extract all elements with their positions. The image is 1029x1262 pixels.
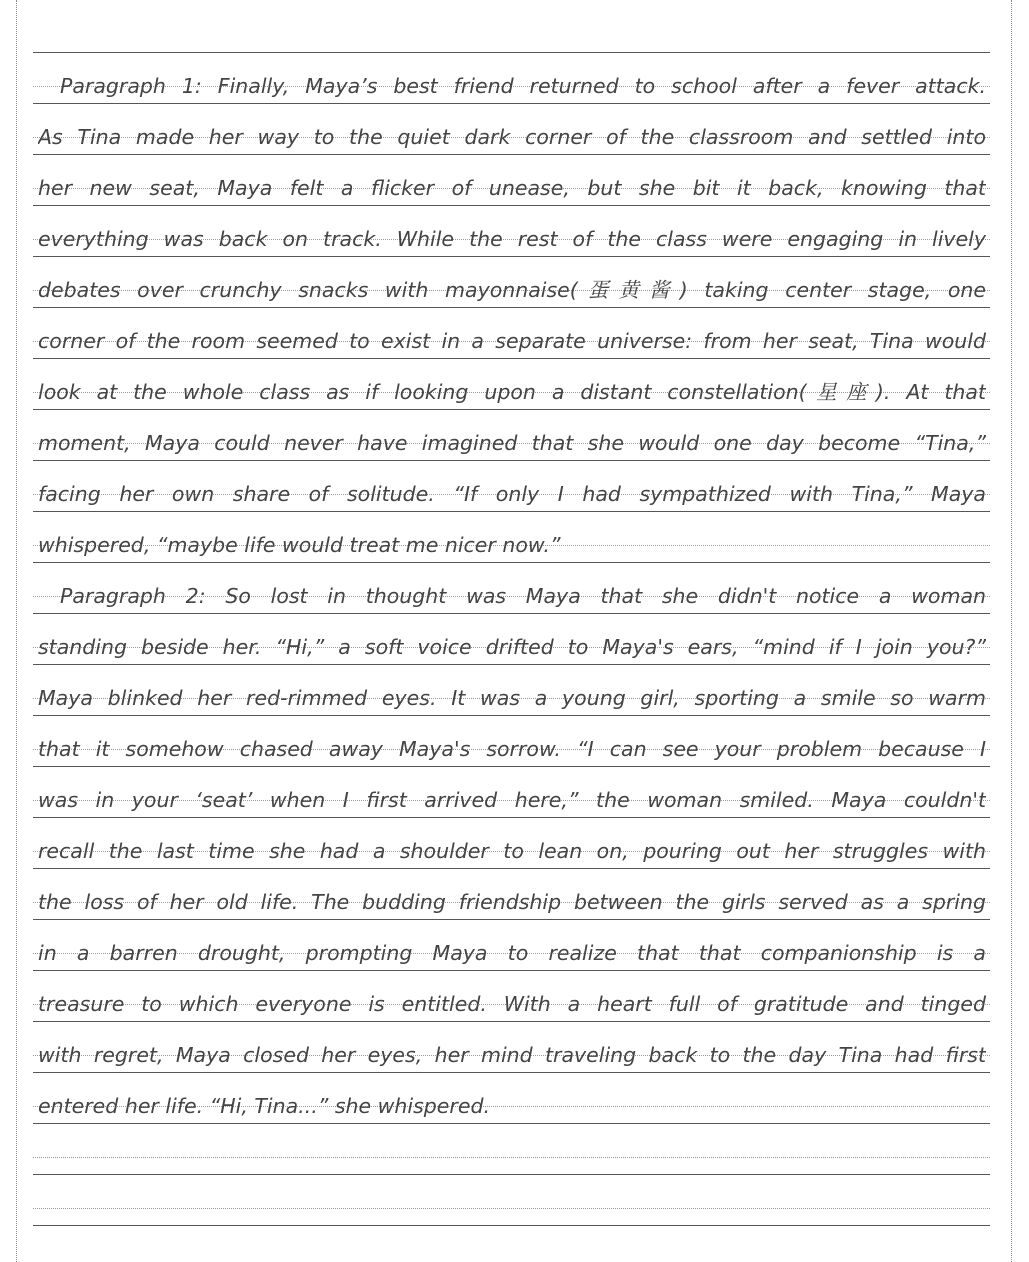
guide-line (33, 1208, 990, 1209)
paragraph-1-line-10: whispered, “maybe life would treat me nicer now.” (38, 533, 561, 557)
paragraph-1-line-3: her new seat, Maya felt a flicker of unease, but she bit it back, knowing that (38, 176, 986, 200)
paragraph-2-line-4: that it somehow chased away Maya's sorrow. “I can see your problem because I (38, 737, 986, 761)
paragraph-2-line-8: in a barren drought, prompting Maya to realize that that companionship is a (38, 941, 986, 965)
paragraph-1-line-7: look at the whole class as if looking upon a distant constellation(星座). At that (38, 380, 986, 404)
paragraph-1-line-9: facing her own share of solitude. “If only I had sympathized with Tina,” Maya (38, 482, 986, 506)
paragraph-1-line-4: everything was back on track. While the rest of the class were engaging in lively (38, 227, 986, 251)
rule-line (33, 1174, 990, 1175)
paragraph-2-line-2: standing beside her. “Hi,” a soft voice drifted to Maya's ears, “mind if I join you?” (38, 635, 986, 659)
paragraph-2-line-1: Paragraph 2: So lost in thought was Maya that she didn't notice a woman (60, 584, 986, 608)
paragraph-2-line-7: the loss of her old life. The budding friendship between the girls served as a spring (38, 890, 986, 914)
rule-line (33, 52, 990, 53)
paragraph-1-line-5: debates over crunchy snacks with mayonnaise(蛋黄酱) taking center stage, one (38, 278, 986, 302)
paragraph-1-line-8: moment, Maya could never have imagined that she would one day become “Tina,” (38, 431, 986, 455)
paragraph-1-line-1: Paragraph 1: Finally, Maya’s best friend returned to school after a fever attack. (60, 74, 986, 98)
paragraph-2-line-9: treasure to which everyone is entitled. With a heart full of gratitude and tinged (38, 992, 986, 1016)
paragraph-2-line-11: entered her life. “Hi, Tina...” she whispered. (38, 1094, 490, 1118)
paragraph-1-line-2: As Tina made her way to the quiet dark corner of the classroom and settled into (38, 125, 986, 149)
paragraph-2-line-5: was in your ‘seat’ when I first arrived here,” the woman smiled. Maya couldn't (38, 788, 986, 812)
paragraph-2-line-10: with regret, Maya closed her eyes, her mind traveling back to the day Tina had first (38, 1043, 986, 1067)
paragraph-2-line-3: Maya blinked her red-rimmed eyes. It was a young girl, sporting a smile so warm (38, 686, 986, 710)
rule-line (33, 1225, 990, 1226)
guide-line (33, 1157, 990, 1158)
paragraph-1-line-6: corner of the room seemed to exist in a separate universe: from her seat, Tina would (38, 329, 986, 353)
paragraph-2-line-6: recall the last time she had a shoulder to lean on, pouring out her struggles with (38, 839, 986, 863)
